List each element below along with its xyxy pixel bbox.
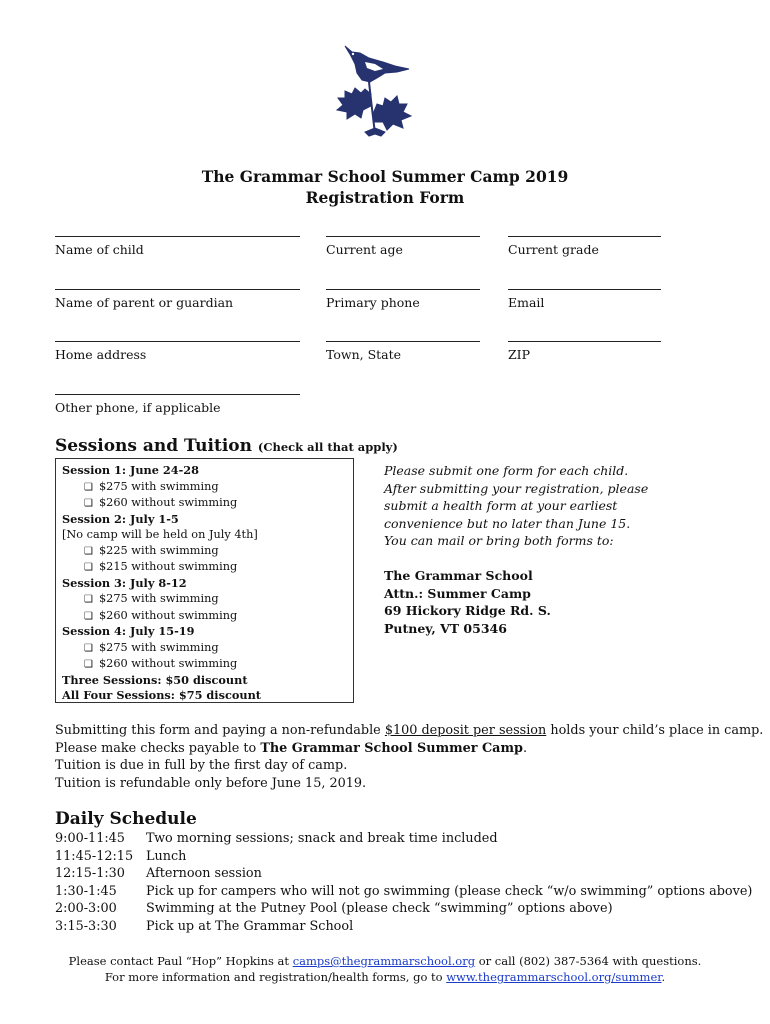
field-label: Other phone, if applicable [55,400,221,415]
payment-line-1 [55,722,763,740]
deposit-text: $100 deposit per session [384,723,547,738]
schedule-time: 1:30-1:45 [55,883,117,899]
session-4-option-noswim[interactable] [62,656,353,673]
mailing-address [384,567,551,637]
form-subtitle: Registration Form [305,188,465,207]
primary-phone-field[interactable] [326,289,480,310]
tuition-box [55,458,354,703]
schedule-desc: Swimming at the Putney Pool (please check “swimming” options above) [146,901,613,916]
checkbox-icon[interactable]: ❑ [84,498,93,509]
zip-field[interactable] [508,341,661,362]
address-line: Attn.: Summer Camp [384,585,531,601]
field-label: Email [508,295,545,310]
schedule-list [55,830,752,935]
website-link[interactable]: www.thegrammarschool.org/summer [446,970,662,984]
schedule-row [55,848,752,866]
checkbox-icon[interactable]: ❑ [84,642,93,654]
discount-four-sessions: All Four Sessions: $75 discount [62,688,262,702]
schedule-desc: Pick up at The Grammar School [146,918,354,934]
name-of-child-field[interactable] [55,236,300,257]
other-phone-field[interactable] [55,394,300,415]
session-4-title: Session 4: July 15-19 [62,624,195,638]
note-line: Please submit one form for each child. [384,463,629,478]
discount-three-sessions: Three Sessions: $50 discount [62,672,248,687]
sessions-heading [55,436,398,456]
current-grade-field[interactable] [508,236,661,257]
payment-line-3: Tuition is due in full by the first day of camp. [55,758,348,773]
option-label: $215 without swimming [98,560,238,573]
checkbox-icon[interactable]: ❑ [84,481,93,493]
submission-note [384,462,684,550]
payment-info [55,722,763,792]
text: Please contact Paul “Hop” Hopkins at [68,954,293,968]
schedule-desc: Pick up for campers who will not go swimming (please check “w/o swimming” options above) [146,883,753,899]
session-1-option-noswim[interactable] [62,495,353,512]
address-line: The Grammar School [384,568,533,583]
option-label: $260 without swimming [98,657,238,670]
email-field[interactable] [508,289,661,310]
option-label: $275 with swimming [98,640,219,654]
option-label: $260 without swimming [98,608,238,622]
schedule-desc: Two morning sessions; snack and break time included [146,831,498,846]
text: For more information and registration/health forms, go to [104,970,447,984]
session-1-title: Session 1: June 24-28 [62,463,200,477]
field-label: Name of child [55,242,144,257]
option-label: $225 with swimming [98,543,219,557]
schedule-heading: Daily Schedule [55,809,197,829]
text: Submitting this form and paying a non-refundable [55,723,385,738]
session-2-note: [No camp will be held on July 4th] [62,528,258,541]
session-2-option-noswim[interactable] [62,559,353,576]
schedule-row [55,865,752,883]
field-label: ZIP [508,347,531,362]
text: . [522,740,528,756]
session-2-title: Session 2: July 1-5 [62,511,179,526]
schedule-desc: Afternoon session [146,866,262,881]
note-line: After submitting your registration, please [384,480,649,496]
schedule-desc: Lunch [146,848,187,864]
footer-contact-line [0,953,770,969]
note-line: You can mail or bring both forms to: [384,533,614,548]
checkbox-icon[interactable]: ❑ [84,594,93,605]
text: holds your child’s place in camp. [546,723,764,738]
field-label: Primary phone [326,295,420,310]
checkbox-icon[interactable]: ❑ [84,545,93,557]
field-label: Current grade [508,242,599,257]
sessions-heading-note: (Check all that apply) [257,440,398,454]
footer [0,953,770,985]
schedule-time: 11:45-12:15 [55,848,134,864]
session-3-option-noswim[interactable] [62,608,353,625]
footer-info-line [0,969,770,985]
current-age-field[interactable] [326,236,480,257]
checkbox-icon[interactable]: ❑ [84,659,93,670]
bird-oak-leaves-logo [325,42,425,138]
home-address-field[interactable] [55,341,300,362]
address-line: 69 Hickory Ridge Rd. S. [384,603,551,618]
address-line: Putney, VT 05346 [384,620,507,636]
session-1-option-swim[interactable] [62,479,353,496]
field-label: Home address [55,347,147,362]
payment-line-2 [55,740,763,758]
payee-name: The Grammar School Summer Camp [260,740,523,756]
schedule-row [55,830,752,848]
field-label: Name of parent or guardian [55,295,234,310]
email-link[interactable]: camps@thegrammarschool.org [292,954,476,968]
checkbox-icon[interactable]: ❑ [84,610,93,622]
option-label: $275 with swimming [98,479,219,493]
note-line: submit a health form at your earliest [384,498,618,513]
form-title: The Grammar School Summer Camp 2019 [201,167,569,186]
schedule-row [55,918,752,936]
session-3-option-swim[interactable] [62,591,353,608]
text: Please make checks payable to [55,740,261,756]
schedule-time: 3:15-3:30 [55,918,117,934]
text: or call (802) 387-5364 with questions. [475,954,702,968]
note-line: convenience but no later than June 15. [384,515,631,531]
field-label: Town, State [326,347,402,362]
option-label: $275 with swimming [98,592,219,605]
payment-line-4: Tuition is refundable only before June 15, 2019. [55,775,367,791]
checkbox-icon[interactable]: ❑ [84,562,93,573]
schedule-time: 9:00-11:45 [55,831,125,846]
session-4-option-swim[interactable] [62,640,353,657]
schedule-time: 2:00-3:00 [55,901,117,916]
parent-name-field[interactable] [55,289,300,310]
sessions-heading-text: Sessions and Tuition [55,436,252,456]
town-state-field[interactable] [326,341,480,362]
schedule-time: 12:15-1:30 [55,866,125,881]
session-2-option-swim[interactable] [62,543,353,560]
field-label: Current age [326,242,403,257]
option-label: $260 without swimming [98,496,238,509]
session-3-title: Session 3: July 8-12 [62,575,187,590]
schedule-row [55,900,752,918]
text: . [661,970,666,984]
schedule-row [55,883,752,901]
